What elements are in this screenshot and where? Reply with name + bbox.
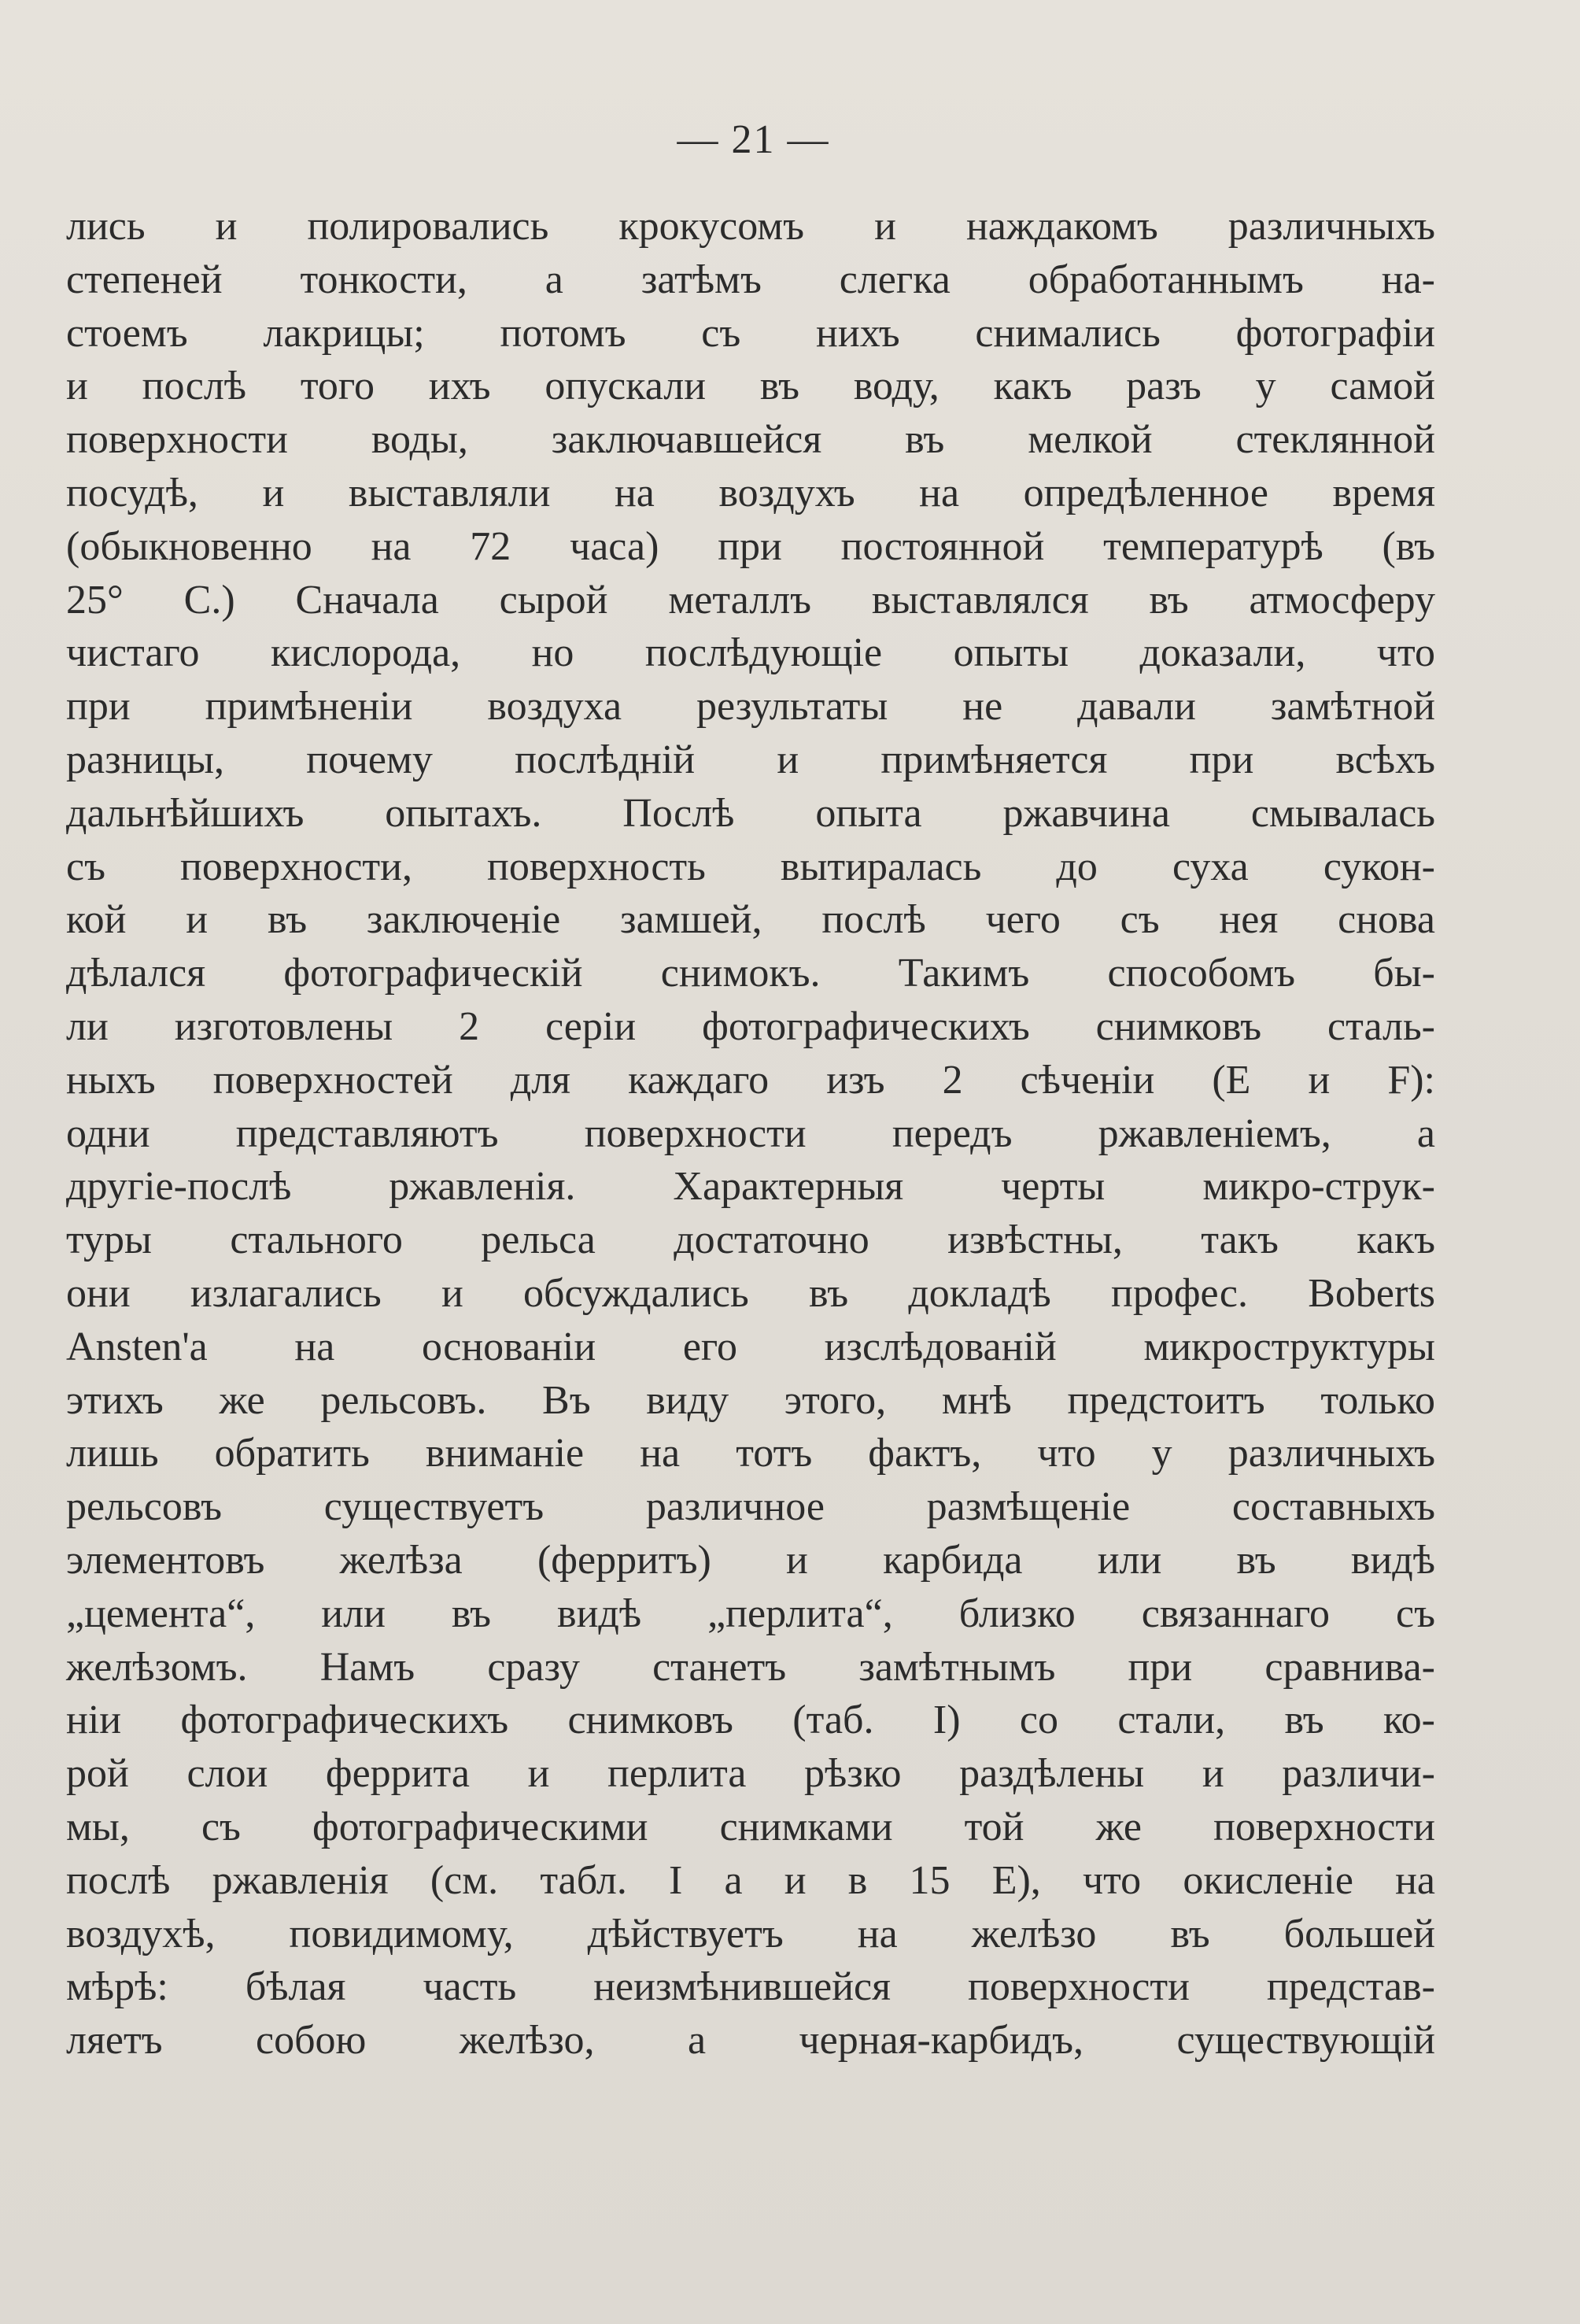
text-line: и послѣ того ихъ опускали въ воду, какъ разъ у самой: [66, 364, 1435, 409]
text-line: рельсовъ существуетъ различное размѣщеніе составныхъ: [66, 1484, 1435, 1530]
text-line: при примѣненіи воздуха результаты не давали замѣтной: [66, 684, 1435, 730]
text-line: другіе-послѣ ржавленія. Характерныя черты микро-струк-: [66, 1164, 1435, 1210]
text-line: ніи фотографическихъ снимковъ (таб. I) со стали, въ ко-: [66, 1698, 1435, 1743]
text-line: стоемъ лакрицы; потомъ съ нихъ снимались фотографіи: [66, 310, 1435, 356]
text-line: лись и полировались крокусомъ и наждакомъ различныхъ: [66, 204, 1435, 249]
text-line: послѣ ржавленія (см. табл. I а и в 15 E), что окисленіе на: [66, 1857, 1435, 1903]
page-number: — 21 —: [677, 117, 830, 162]
text-line: туры стального рельса достаточно извѣстны, такъ какъ: [66, 1217, 1435, 1263]
text-line: чистаго кислорода, но послѣдующіе опыты доказали, что: [66, 630, 1435, 676]
text-line: кой и въ заключеніе замшей, послѣ чего съ нея снова: [66, 897, 1435, 943]
body-text: [66, 200, 1435, 2067]
text-line: степеней тонкости, а затѣмъ слегка обработаннымъ на-: [66, 257, 1435, 302]
text-line: мы, съ фотографическими снимками той же поверхности: [66, 1804, 1435, 1849]
text-line: лишь обратить вниманіе на тотъ фактъ, что у различныхъ: [66, 1431, 1435, 1476]
text-line: разницы, почему послѣдній и примѣняется при всѣхъ: [66, 737, 1435, 782]
text-line: дѣлался фотографическій снимокъ. Такимъ способомъ бы-: [66, 951, 1435, 996]
text-line: мѣрѣ: бѣлая часть неизмѣнившейся поверхности представ-: [66, 1964, 1435, 2010]
text-line: „цемента“, или въ видѣ „перлита“, близко связаннаго съ: [66, 1591, 1435, 1636]
text-line: посудѣ, и выставляли на воздухъ на опредѣленное время: [66, 470, 1435, 515]
text-line: дальнѣйшихъ опытахъ. Послѣ опыта ржавчина смывалась: [66, 790, 1435, 836]
text-line: рой слои феррита и перлита рѣзко раздѣлены и различи-: [66, 1751, 1435, 1797]
text-line: воздухѣ, повидимому, дѣйствуетъ на желѣзо въ большей: [66, 1911, 1435, 1956]
text-line: 25° C.) Сначала сырой металлъ выставлялся въ атмосферу: [66, 577, 1435, 623]
text-line: поверхности воды, заключавшейся въ мелкой стеклянной: [66, 417, 1435, 463]
text-line: желѣзомъ. Намъ сразу станетъ замѣтнымъ при сравнива-: [66, 1644, 1435, 1690]
text-line: они излагались и обсуждались въ докладѣ профес. Boberts: [66, 1270, 1435, 1316]
text-line: ляетъ собою желѣзо, а черная-карбидъ, существующій: [66, 2018, 1435, 2064]
text-line: одни представляютъ поверхности передъ ржавленіемъ, а: [66, 1110, 1435, 1156]
text-line: ли изготовлены 2 серіи фотографическихъ снимковъ сталь-: [66, 1003, 1435, 1049]
text-line: элементовъ желѣза (ферритъ) и карбида или въ видѣ: [66, 1537, 1435, 1583]
text-line: (обыкновенно на 72 часа) при постоянной температурѣ (въ: [66, 523, 1435, 569]
text-line: этихъ же рельсовъ. Въ виду этого, мнѣ предстоитъ только: [66, 1377, 1435, 1423]
text-line: Ansten'a на основаніи его изслѣдованій микроструктуры: [66, 1324, 1435, 1369]
text-line: съ поверхности, поверхность вытиралась до суха сукон-: [66, 844, 1435, 889]
text-line: ныхъ поверхностей для каждаго изъ 2 сѣченіи (E и F):: [66, 1057, 1435, 1103]
